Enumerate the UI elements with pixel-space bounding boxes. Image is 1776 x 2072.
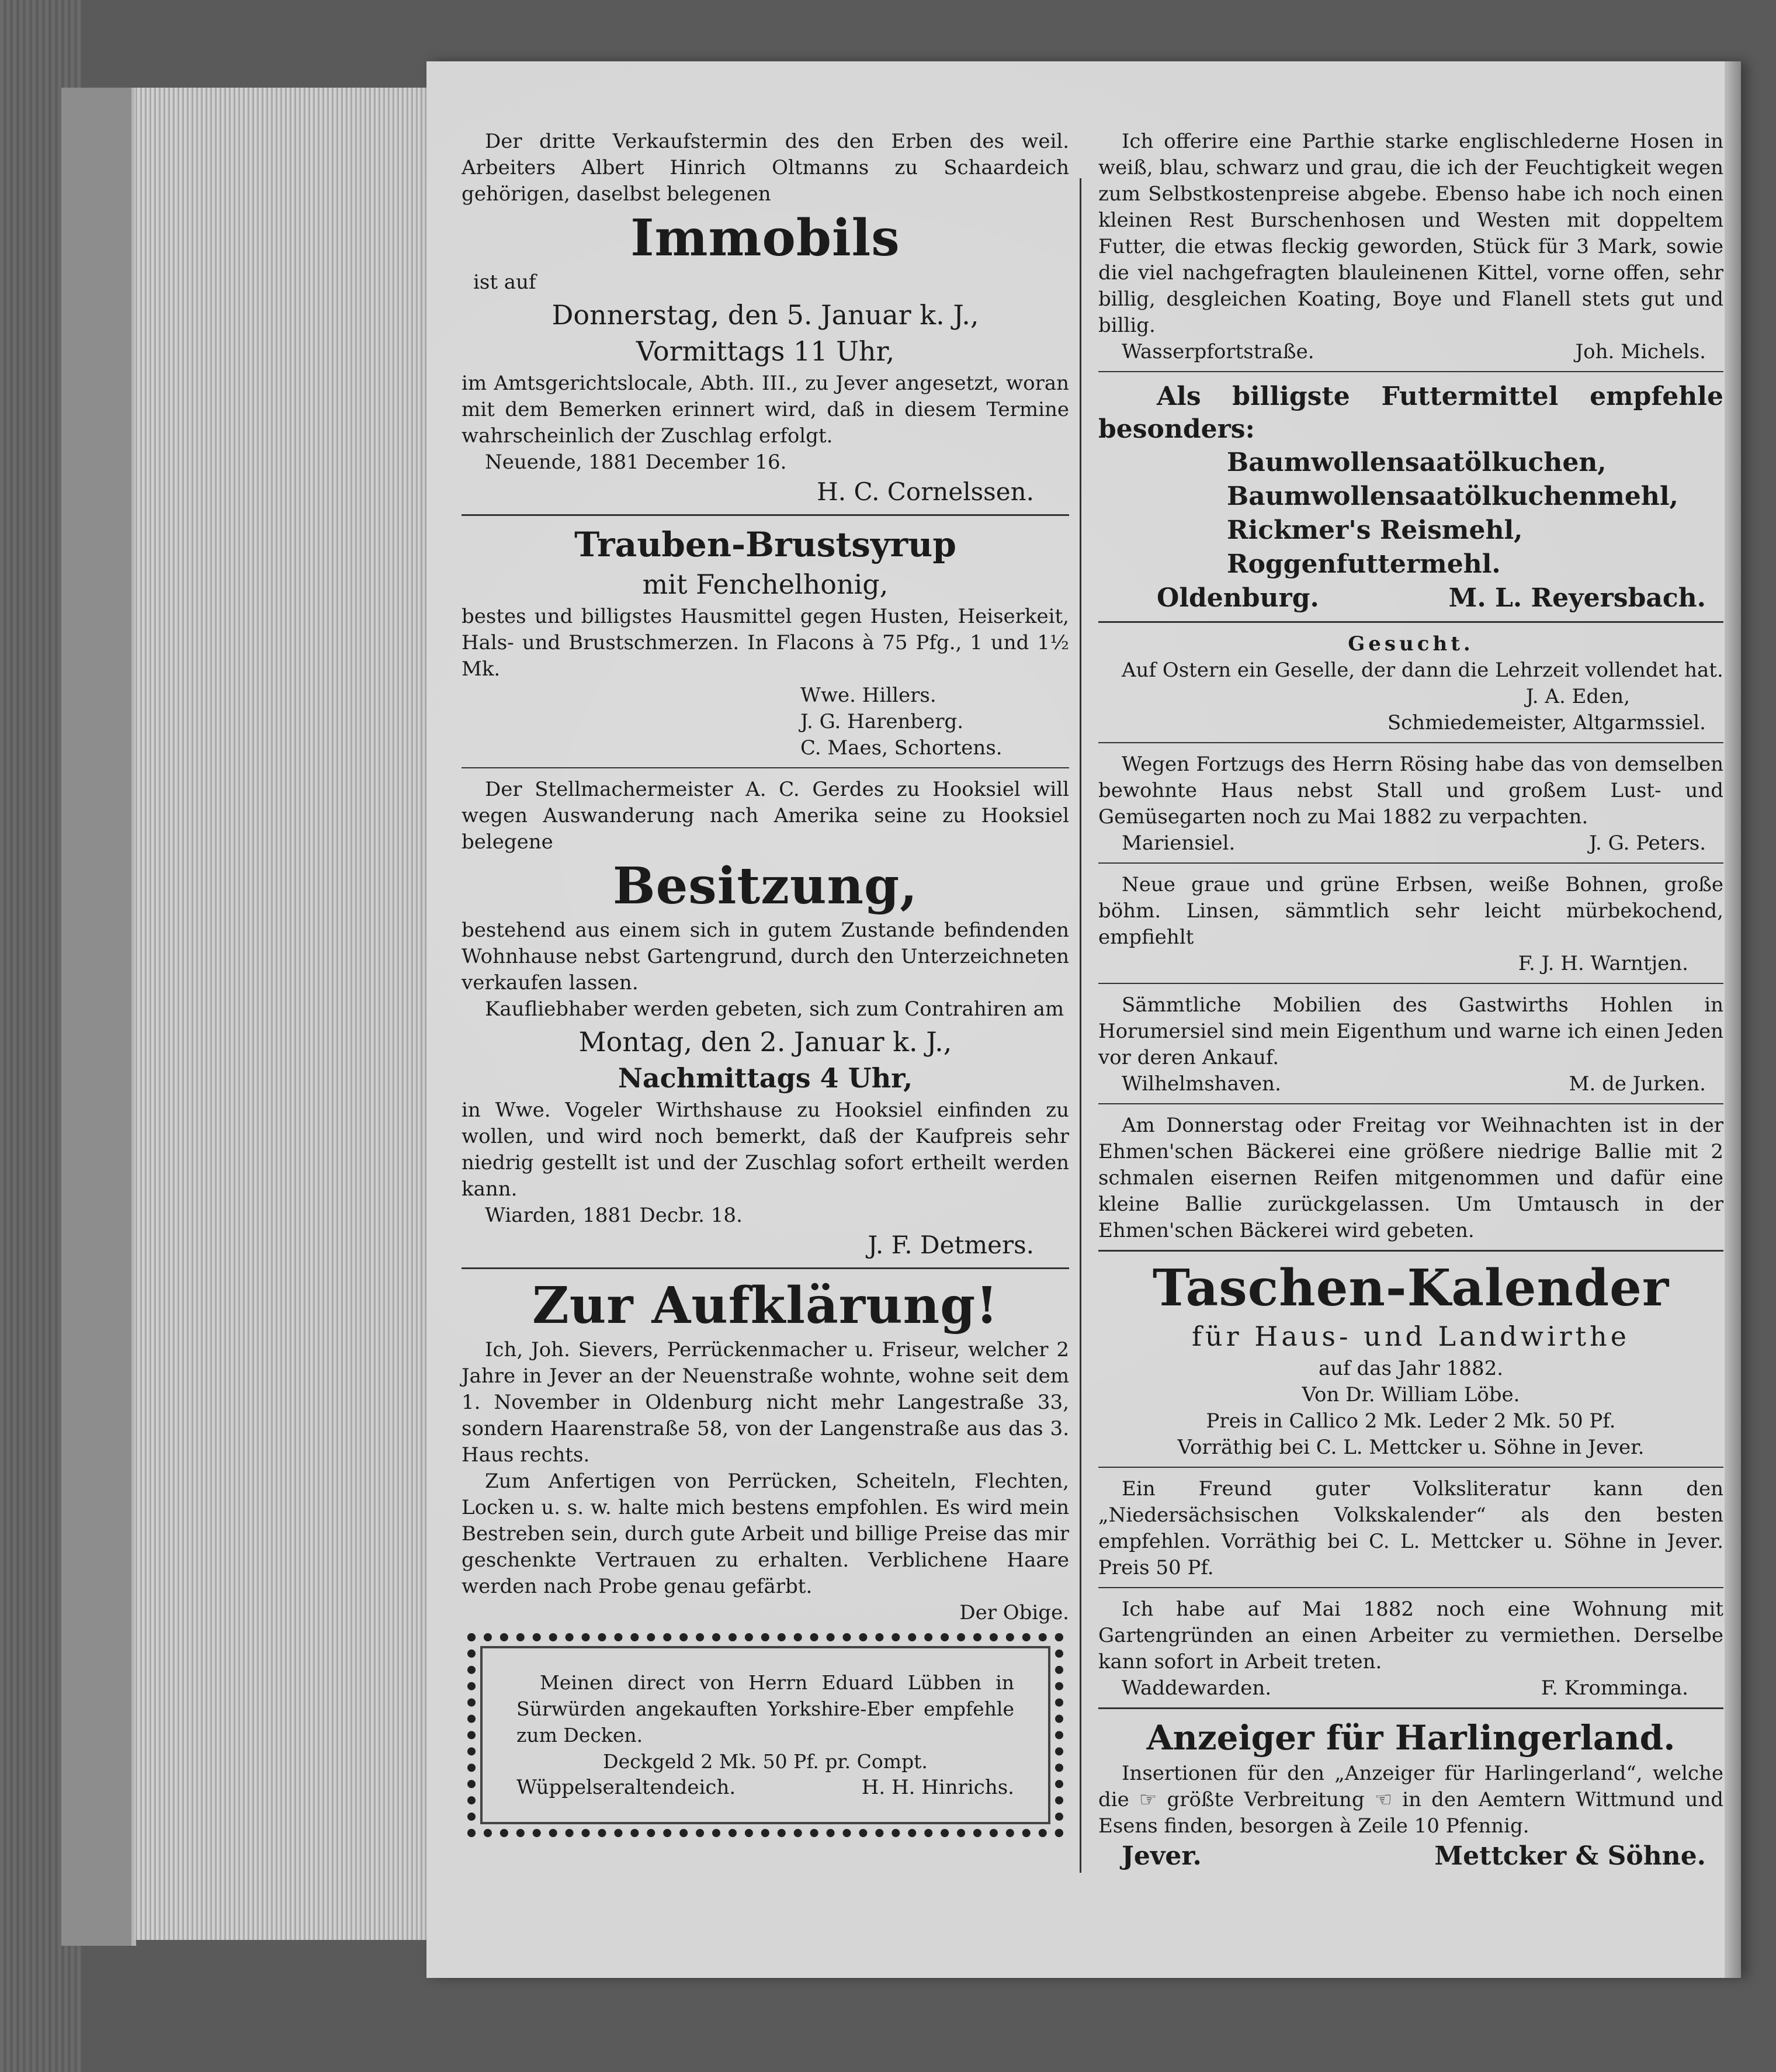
ad-zur-aufklaerung [462, 1277, 1069, 1626]
newspaper-page [426, 61, 1741, 1978]
ad-ballie [1098, 1113, 1723, 1244]
ad-place: Wasserpfortstraße. [1122, 340, 1314, 363]
ad-text: Ein Freund guter Volksliteratur kann den „Niedersächsischen Volkskalender“ als den besten empfehlen. Vorräthig bei C. L. Mettcker u. Söhne in Jever. Preis 50 Pf. [1098, 1477, 1723, 1579]
ad-headline: Trauben-Brustsyrup [574, 525, 956, 564]
ad-headline: Als billigste Futtermittel empfehle besonders: [1098, 382, 1723, 444]
ad-price: Preis in Callico 2 Mk. Leder 2 Mk. 50 Pf. [1206, 1409, 1616, 1433]
ad-text: Sämmtliche Mobilien des Gastwirths Hohlen in Horumersiel sind mein Eigenthum und warne ich einen Jeden vor deren Ankauf. [1098, 993, 1723, 1069]
ad-separator [1098, 371, 1723, 372]
ad-separator [1098, 1707, 1723, 1709]
ad-separator [1098, 742, 1723, 743]
ad-text: Am Donnerstag oder Freitag vor Weihnachten ist in der Ehmen'schen Bäckerei eine größere niedrige Ballie mit 2 schmalen eisernen Reifen mitgenommen und dafür eine kleine Ballie zurückgelassen. Um Umtausch in der Ehmen'schen Bäckerei wird gebeten. [1098, 1114, 1723, 1242]
ad-place-date: Wiarden, 1881 Decbr. 18. [485, 1204, 743, 1227]
ad-headline: Taschen-Kalender [1152, 1259, 1670, 1318]
ad-signature-title: Schmiedemeister, Altgarmssiel. [1387, 711, 1706, 734]
ad-item: Rickmer's Reismehl, [1227, 515, 1523, 545]
ad-footer [1098, 339, 1723, 365]
ad-headline: Gesucht. [1348, 632, 1474, 656]
ad-wohnung [1098, 1596, 1723, 1702]
ad-michels [1098, 129, 1723, 365]
ad-erbsen [1098, 872, 1723, 977]
ad-time: Vormittags 11 Uhr, [636, 335, 895, 367]
ad-headline: Anzeiger für Harlingerland. [1146, 1718, 1676, 1758]
ad-seller: C. Maes, Schortens. [800, 736, 1003, 760]
ad-signature: J. F. Detmers. [868, 1231, 1034, 1259]
ad-seller: J. G. Harenberg. [800, 710, 964, 733]
ad-subhead: für Haus- und Landwirthe [1192, 1321, 1630, 1352]
ad-place-date: Neuende, 1881 December 16. [485, 451, 787, 474]
ad-separator [1098, 983, 1723, 984]
ad-stock: Vorräthig bei C. L. Mettcker u. Söhne in Jever. [1177, 1436, 1645, 1459]
ad-headline: Besitzung, [612, 857, 918, 916]
ad-text: bestes und billigstes Hausmittel gegen Husten, Heiserkeit, Hals- und Brustschmerzen. In Flacons à 75 Pfg., 1 und 1½ Mk. [462, 605, 1069, 681]
ad-separator [1098, 1467, 1723, 1468]
ad-time: Nachmittags 4 Uhr, [618, 1062, 913, 1094]
ad-text: Der dritte Verkaufstermin des den Erben des weil. Arbeiters Albert Hinrich Oltmanns zu Schaardeich gehörigen, daselbst belegenen [462, 130, 1069, 206]
ad-text: Ich offerire eine Parthie starke englischlederne Hosen in weiß, blau, schwarz und grau, die ich der Feuchtigkeit wegen zum Selbstkostenpreise abgebe. Ebenso habe ich noch einen kleinen Rest Burschenhosen und Westen mit doppeltem Futter, die etwas fleckig geworden, Stück für 3 Mark, sowie die viel nachgefragten blauleinenen Kittel, vorne offen, sehr billig, desgleichen Koating, Boye und Flanell stets gut und billig. [1098, 130, 1723, 337]
ad-mobilien [1098, 992, 1723, 1097]
ad-footer [1098, 1839, 1723, 1873]
ad-text: Auf Ostern ein Geselle, der dann die Lehrzeit vollendet hat. [1122, 659, 1723, 682]
ad-signature: H. H. Hinrichs. [861, 1776, 1014, 1799]
ad-text: Zum Anfertigen von Perrücken, Scheiteln, Flechten, Locken u. s. w. halte mich bestens empfohlen. Es wird mein Bestreben sein, durch gute Arbeit und billige Preise das mir geschenkte Vertrauen zu erhalten. Verblichene Haare werden nach Probe genau gefärbt. [462, 1470, 1069, 1598]
ad-signature: J. A. Eden, [1525, 685, 1630, 708]
ad-author: Von Dr. William Löbe. [1302, 1383, 1520, 1406]
ad-signature: Der Obige. [959, 1601, 1069, 1624]
ad-text: Ich, Joh. Sievers, Perrückenmacher u. Friseur, welcher 2 Jahre in Jever an der Neuenstraße wohnte, wohne seit dem 1. November in Oldenburg nicht mehr Langestraße 33, sondern Haarenstraße 58, von der Langenstraße aus das 3. Haus rechts. [462, 1338, 1069, 1467]
ad-signature: J. G. Peters. [1589, 831, 1706, 855]
ad-item: Baumwollensaatölkuchen, [1227, 448, 1607, 477]
ad-roesing [1098, 751, 1723, 857]
column-rule [1080, 178, 1081, 1873]
ad-text: Der Stellmachermeister A. C. Gerdes zu Hooksiel will wegen Auswanderung nach Amerika seine zu Hooksiel belegene [462, 778, 1069, 854]
ad-signature: M. L. Reyersbach. [1448, 583, 1706, 613]
ad-signature: F. J. H. Warntjen. [1518, 952, 1688, 975]
ad-text: ist auf [473, 271, 536, 294]
ad-text: Wegen Fortzugs des Herrn Rösing habe das von demselben bewohnte Haus nebst Stall und großem Lust- und Gemüsegarten noch zu Mai 1882 zu verpachten. [1098, 753, 1723, 829]
ad-footer [1098, 830, 1723, 857]
ad-signature: H. C. Cornelssen. [817, 477, 1034, 506]
ad-separator [1098, 1103, 1723, 1104]
ad-separator [462, 514, 1069, 516]
page-curl-right [1725, 61, 1741, 1978]
ad-fee: Deckgeld 2 Mk. 50 Pf. pr. Compt. [603, 1750, 928, 1773]
ad-text: Ich habe auf Mai 1882 noch eine Wohnung mit Gartengründen an einen Arbeiter zu vermiethen. Derselbe kann sofort in Arbeit treten. [1098, 1598, 1723, 1673]
ad-text: Kaufliebhaber werden gebeten, sich zum Contrahiren am [485, 997, 1064, 1021]
ad-footer [516, 1775, 1014, 1801]
ad-signature: F. Kromminga. [1541, 1676, 1688, 1700]
ad-place: Oldenburg. [1157, 583, 1319, 613]
ad-date: Montag, den 2. Januar k. J., [578, 1026, 952, 1058]
ad-anzeiger-harlingerland [1098, 1717, 1723, 1873]
left-column [462, 129, 1069, 1837]
ad-footer [1098, 1675, 1723, 1702]
book-page-edges [134, 88, 428, 1940]
ad-text: Meinen direct von Herrn Eduard Lübben in Sürwürden angekauften Yorkshire-Eber empfehle zum Decken. [516, 1671, 1014, 1747]
ad-footer [1098, 581, 1723, 615]
ad-besitzung [462, 777, 1069, 1262]
ad-volkskalender [1098, 1476, 1723, 1581]
ad-text: Insertionen für den „Anzeiger für Harlingerland“, welche die ☞ größte Verbreitung ☜ in den Aemtern Wittmund und Esens finden, besorgen à Zeile 10 Pfennig. [1098, 1762, 1723, 1838]
ad-text: auf das Jahr 1882. [1318, 1357, 1504, 1380]
ad-place: Wilhelmshaven. [1122, 1072, 1281, 1096]
ad-signature: Mettcker & Söhne. [1434, 1841, 1706, 1871]
ad-separator [462, 1267, 1069, 1269]
ad-separator [1098, 1250, 1723, 1252]
ad-separator [1098, 1587, 1723, 1588]
ad-immobils [462, 129, 1069, 508]
ad-item: Baumwollensaatölkuchenmehl, [1227, 481, 1678, 511]
ad-headline: Immobils [630, 209, 900, 268]
ad-separator [1098, 862, 1723, 864]
ad-place: Mariensiel. [1122, 831, 1236, 855]
ad-taschen-kalender [1098, 1260, 1723, 1461]
ad-date: Donnerstag, den 5. Januar k. J., [551, 299, 979, 331]
ad-futtermittel [1098, 380, 1723, 615]
ad-place: Wüppelseraltendeich. [516, 1776, 736, 1799]
ad-signature: Joh. Michels. [1575, 340, 1706, 363]
ad-separator [462, 767, 1069, 768]
ad-place: Jever. [1122, 1841, 1202, 1871]
ad-headline: Zur Aufklärung! [532, 1276, 999, 1335]
ad-separator [1098, 621, 1723, 623]
ad-yorkshire-eber [467, 1633, 1063, 1837]
ad-item: Roggenfuttermehl. [1227, 549, 1501, 579]
ad-text: Neue graue und grüne Erbsen, weiße Bohnen, große böhm. Linsen, sämmtlich sehr leicht mürbekochend, empfiehlt [1098, 873, 1723, 949]
ad-seller: Wwe. Hillers. [800, 684, 936, 707]
ad-text: in Wwe. Vogeler Wirthshause zu Hooksiel einfinden zu wollen, und wird noch bemerkt, daß der Kaufpreis sehr niedrig gestellt ist und der Zuschlag sofort ertheilt werden kann. [462, 1099, 1069, 1201]
ad-place: Waddewarden. [1122, 1676, 1272, 1700]
ad-footer [1098, 1071, 1723, 1097]
ad-subhead: mit Fenchelhonig, [642, 569, 889, 600]
ad-trauben-brustsyrup [462, 524, 1069, 761]
ad-text: im Amtsgerichtslocale, Abth. III., zu Jever angesetzt, woran mit dem Bemerken erinnert wird, daß in diesem Termine wahrscheinlich der Zuschlag erfolgt. [462, 372, 1069, 448]
right-column [1098, 129, 1723, 1873]
ad-signature: M. de Jurken. [1569, 1072, 1706, 1096]
ad-gesucht [1098, 631, 1723, 736]
ad-text: bestehend aus einem sich in gutem Zustande befindenden Wohnhause nebst Gartengrund, durch den Unterzeichneten verkaufen lassen. [462, 919, 1069, 995]
book-cover-edge [61, 88, 136, 1946]
